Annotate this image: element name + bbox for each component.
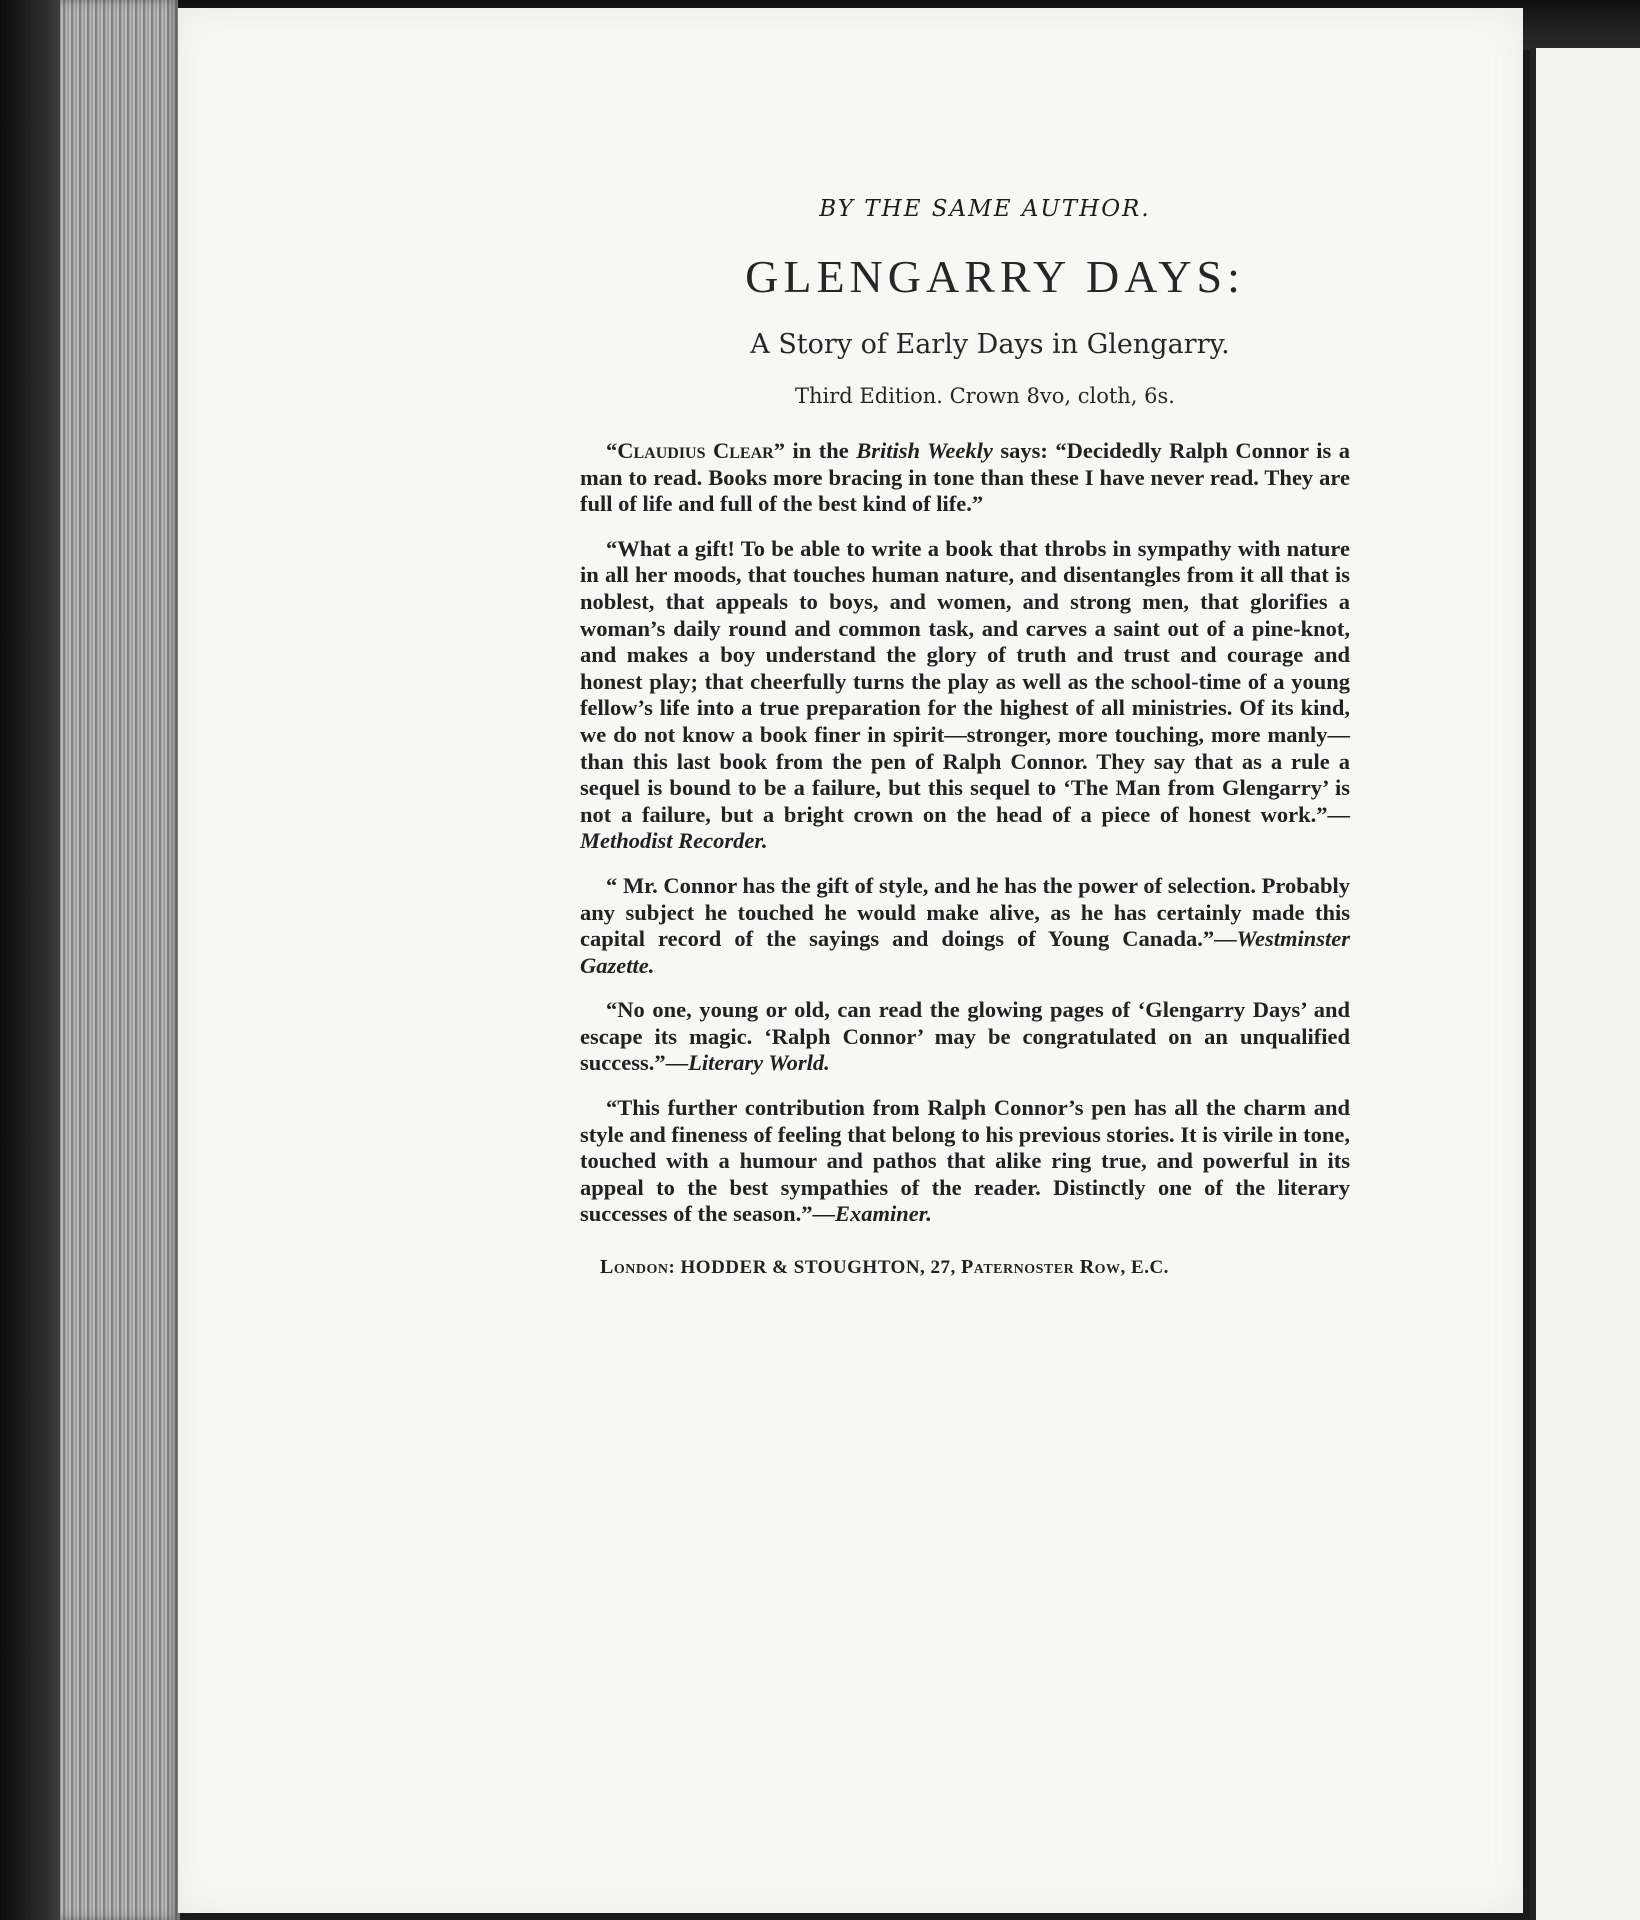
review-2 <box>580 536 1350 855</box>
review-body: Mr. Connor has the gift of style, and he has the power of selection. Probably any subject he touched he would make alive, as he has certainly made this capital record of the sayings and doings of Young Canada.”— <box>580 872 1350 952</box>
review-body: No one, young or old, can read the glowing pages of ‘Glengarry Days’ and escape its magic. ‘Ralph Connor’ may be congratulated on an unqualified success.”— <box>580 997 1350 1076</box>
review-open-quote: “ <box>606 872 618 898</box>
review-attribution: Westminster Gazette. <box>580 926 1350 978</box>
publisher-name: HODDER & STOUGHTON, 27, <box>680 1257 962 1279</box>
byline: BY THE SAME AUTHOR. <box>819 196 1151 222</box>
page-block-edges <box>60 0 180 1920</box>
publisher-colon: : <box>668 1257 681 1279</box>
review-attribution: Methodist Recorder. <box>580 828 768 854</box>
review-open-quote: “ <box>606 535 618 561</box>
review-attribution: Literary World. <box>688 1050 830 1076</box>
publisher-address: Paternoster Row <box>961 1256 1121 1279</box>
review-4 <box>580 997 1350 1077</box>
review-open-quote: “ <box>606 438 618 463</box>
review-open-quote: “ <box>606 997 618 1023</box>
review-source: British Weekly <box>856 438 993 463</box>
review-body: This further contribution from Ralph Connor’s pen has all the charm and style and fineness of feeling that belong to his previous stories. It is virile in tone, touched with a humour and pathos that alike ring true, and powerful in its appeal to the best sympathies of the reader. Distinctly one of the literary successes of the season.”— <box>580 1095 1350 1227</box>
page-content <box>580 196 1350 1279</box>
next-page-sliver <box>1530 48 1640 1920</box>
page-title: GLENGARRY DAYS: <box>745 251 1245 302</box>
review-5 <box>580 1095 1350 1228</box>
publisher-imprint <box>580 1256 1350 1279</box>
review-body: What a gift! To be able to write a book that throbs in sympathy with nature in all her moods, that touches human nature, and disentangles from it all that is noblest, that appeals to boys, and women, and strong men, that glorifies a woman’s daily round and common task, and carves a saint out of a pine-knot, and makes a boy understand the glory of truth and trust and courage and honest play; that cheerfully turns the play as well as the school-time of a young fellow’s life into a true preparation for the highest of all ministries. Of its kind, we do not know a book finer in spirit—stronger, more touching, more manly—than this last book from the pen of Ralph Connor. They say that as a rule a sequel is bound to be a failure, but this sequel to ‘The Man from Glengarry’ is not a failure, but a bright crown on the head of a piece of honest work.”— <box>580 535 1350 827</box>
review-open-quote: “ <box>606 1095 618 1121</box>
publisher-suffix: , E.C. <box>1120 1257 1169 1279</box>
review-body: says: “Decidedly Ralph Connor is a man to read. Books more bracing in tone than these I have never read. They are full of life and full of the best kind of life.” <box>580 438 1350 517</box>
review-mid: ” in the <box>773 438 857 463</box>
review-1 <box>580 438 1350 518</box>
review-3 <box>580 873 1350 979</box>
subtitle: A Story of Early Days in Glengarry. <box>750 329 1230 360</box>
review-attribution: Examiner. <box>834 1201 932 1227</box>
edition-info: Third Edition. Crown 8vo, cloth, 6s. <box>795 384 1175 408</box>
review-lead: Claudius Clear <box>617 438 774 463</box>
publisher-city: London <box>600 1256 669 1279</box>
